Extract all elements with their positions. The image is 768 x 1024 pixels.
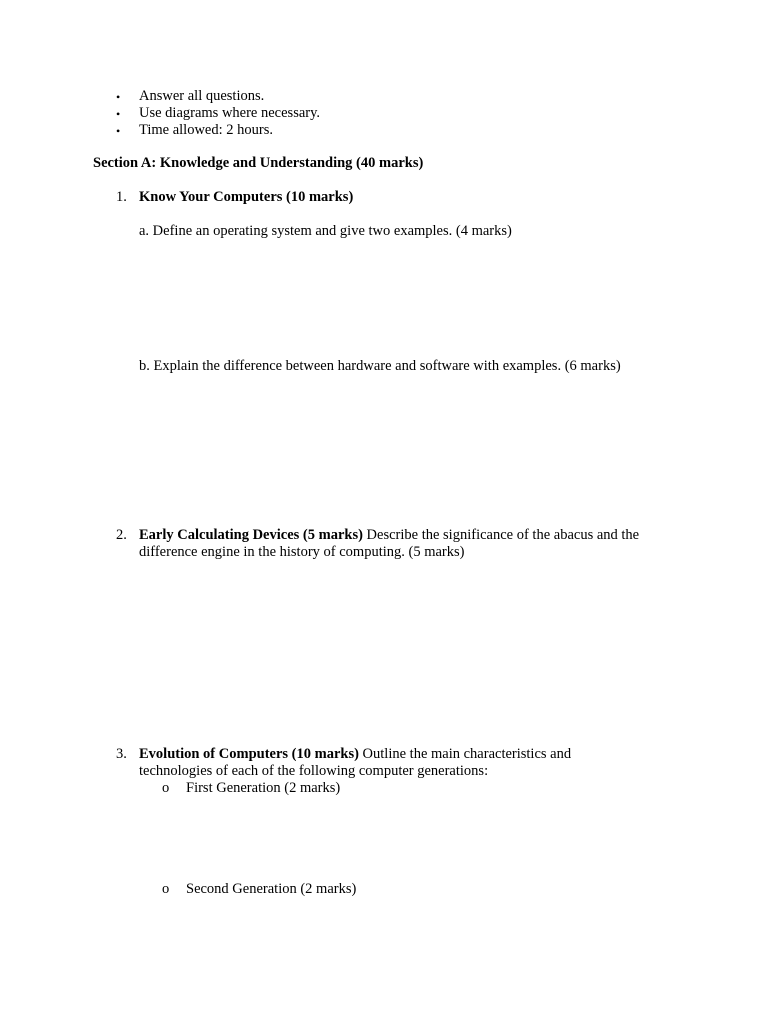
question-title: Evolution of Computers (10 marks)	[139, 746, 359, 762]
question-part-b: b. Explain the difference between hardware and software with examples. (6 marks)	[139, 358, 621, 374]
question-number: 1.	[116, 189, 127, 205]
question-number: 3.	[116, 746, 127, 762]
sub-item-marker: o	[162, 780, 170, 796]
question-text-line	[139, 746, 571, 763]
bullet-dot: •	[116, 107, 121, 121]
section-heading: Section A: Knowledge and Understanding (40 marks)	[93, 155, 424, 171]
instruction-item: Time allowed: 2 hours.	[139, 122, 273, 138]
bullet-dot: •	[116, 90, 121, 104]
question-part-a: a. Define an operating system and give two examples. (4 marks)	[139, 223, 512, 239]
question-title: Early Calculating Devices (5 marks)	[139, 527, 363, 543]
sub-item: Second Generation (2 marks)	[186, 881, 357, 897]
question-text: Outline the main characteristics and	[358, 746, 572, 762]
sub-item-marker: o	[162, 881, 170, 897]
question-text-line	[139, 527, 639, 544]
question-text: Describe the significance of the abacus and the	[362, 527, 640, 543]
question-title: Know Your Computers (10 marks)	[139, 189, 354, 205]
question-text: difference engine in the history of computing. (5 marks)	[139, 544, 465, 560]
instruction-item: Use diagrams where necessary.	[139, 105, 321, 121]
question-text: technologies of each of the following computer generations:	[139, 763, 489, 779]
question-number: 2.	[116, 527, 127, 543]
sub-item: First Generation (2 marks)	[186, 780, 341, 796]
instruction-item: Answer all questions.	[139, 88, 265, 104]
bullet-dot: •	[116, 124, 121, 138]
